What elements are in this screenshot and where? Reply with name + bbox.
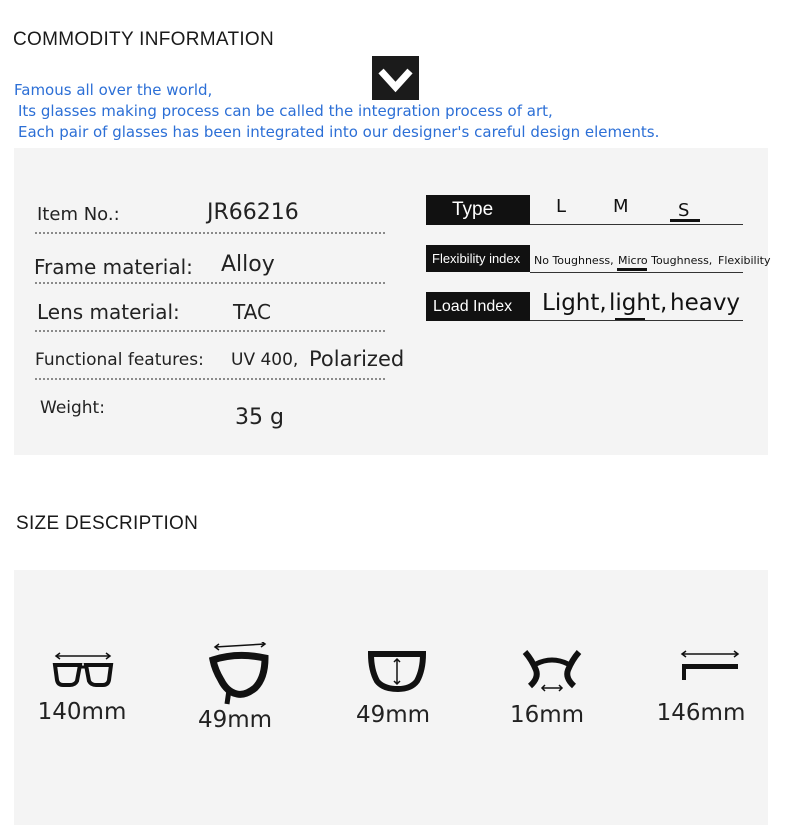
type-option-m: M bbox=[613, 196, 629, 217]
lens-height-icon bbox=[368, 650, 426, 696]
size-value-temple-length: 146mm bbox=[656, 700, 746, 726]
lens-width-icon bbox=[207, 642, 271, 712]
chevron-down-icon bbox=[372, 56, 419, 100]
flexibility-rule bbox=[530, 272, 743, 273]
type-selected-underline bbox=[670, 219, 700, 222]
frame-material-label: Frame material: bbox=[34, 255, 193, 279]
load-index-tag bbox=[426, 292, 530, 321]
type-option-s: S bbox=[678, 200, 690, 221]
intro-line-3: Each pair of glasses has been integrated into our designer's careful design elements. bbox=[18, 123, 660, 141]
intro-line-1: Famous all over the world, bbox=[14, 81, 213, 99]
size-section-title: SIZE DESCRIPTION bbox=[16, 513, 199, 534]
flexibility-tag bbox=[426, 245, 530, 272]
size-panel bbox=[14, 570, 768, 825]
temple-length-icon bbox=[678, 650, 742, 688]
lens-material-value: TAC bbox=[233, 300, 271, 324]
lens-material-label: Lens material: bbox=[37, 300, 180, 324]
bridge-width-icon bbox=[522, 648, 582, 698]
flexibility-option-none: No Toughness, bbox=[534, 254, 614, 267]
divider bbox=[35, 330, 385, 332]
weight-value: 35 g bbox=[235, 405, 284, 430]
divider bbox=[35, 282, 385, 284]
load-rule bbox=[530, 320, 743, 321]
functional-features-value-polarized: Polarized bbox=[309, 347, 405, 371]
divider bbox=[35, 232, 385, 234]
load-option-light-1: Light, bbox=[542, 290, 607, 316]
item-no-label: Item No.: bbox=[37, 204, 120, 225]
size-value-lens-width: 49mm bbox=[197, 707, 273, 733]
commodity-section-title: COMMODITY INFORMATION bbox=[13, 29, 275, 50]
divider bbox=[35, 378, 385, 380]
frame-width-icon bbox=[52, 652, 114, 692]
intro-line-2: Its glasses making process can be called the integration process of art, bbox=[18, 102, 553, 120]
weight-label: Weight: bbox=[40, 398, 105, 418]
size-value-bridge-width: 16mm bbox=[509, 702, 585, 728]
flexibility-tag-label: Flexibility index bbox=[432, 251, 521, 266]
size-value-frame-width: 140mm bbox=[37, 699, 127, 725]
type-tag bbox=[426, 195, 530, 225]
functional-features-label: Functional features: bbox=[35, 350, 204, 370]
load-option-heavy: heavy bbox=[670, 290, 741, 316]
type-option-l: L bbox=[556, 196, 567, 217]
flexibility-option-flexibility: Flexibility bbox=[718, 254, 771, 267]
size-value-lens-height: 49mm bbox=[355, 702, 431, 728]
type-tag-label: Type bbox=[452, 199, 494, 220]
load-option-light-2: light, bbox=[609, 290, 668, 316]
load-index-tag-label: Load Index bbox=[433, 297, 513, 315]
type-rule bbox=[530, 224, 743, 225]
flexibility-selected-underline bbox=[617, 268, 647, 271]
flexibility-option-micro: Micro Toughness, bbox=[618, 254, 713, 267]
frame-material-value: Alloy bbox=[221, 252, 275, 277]
functional-features-value-uv: UV 400, bbox=[231, 350, 299, 370]
item-no-value: JR66216 bbox=[207, 200, 299, 225]
